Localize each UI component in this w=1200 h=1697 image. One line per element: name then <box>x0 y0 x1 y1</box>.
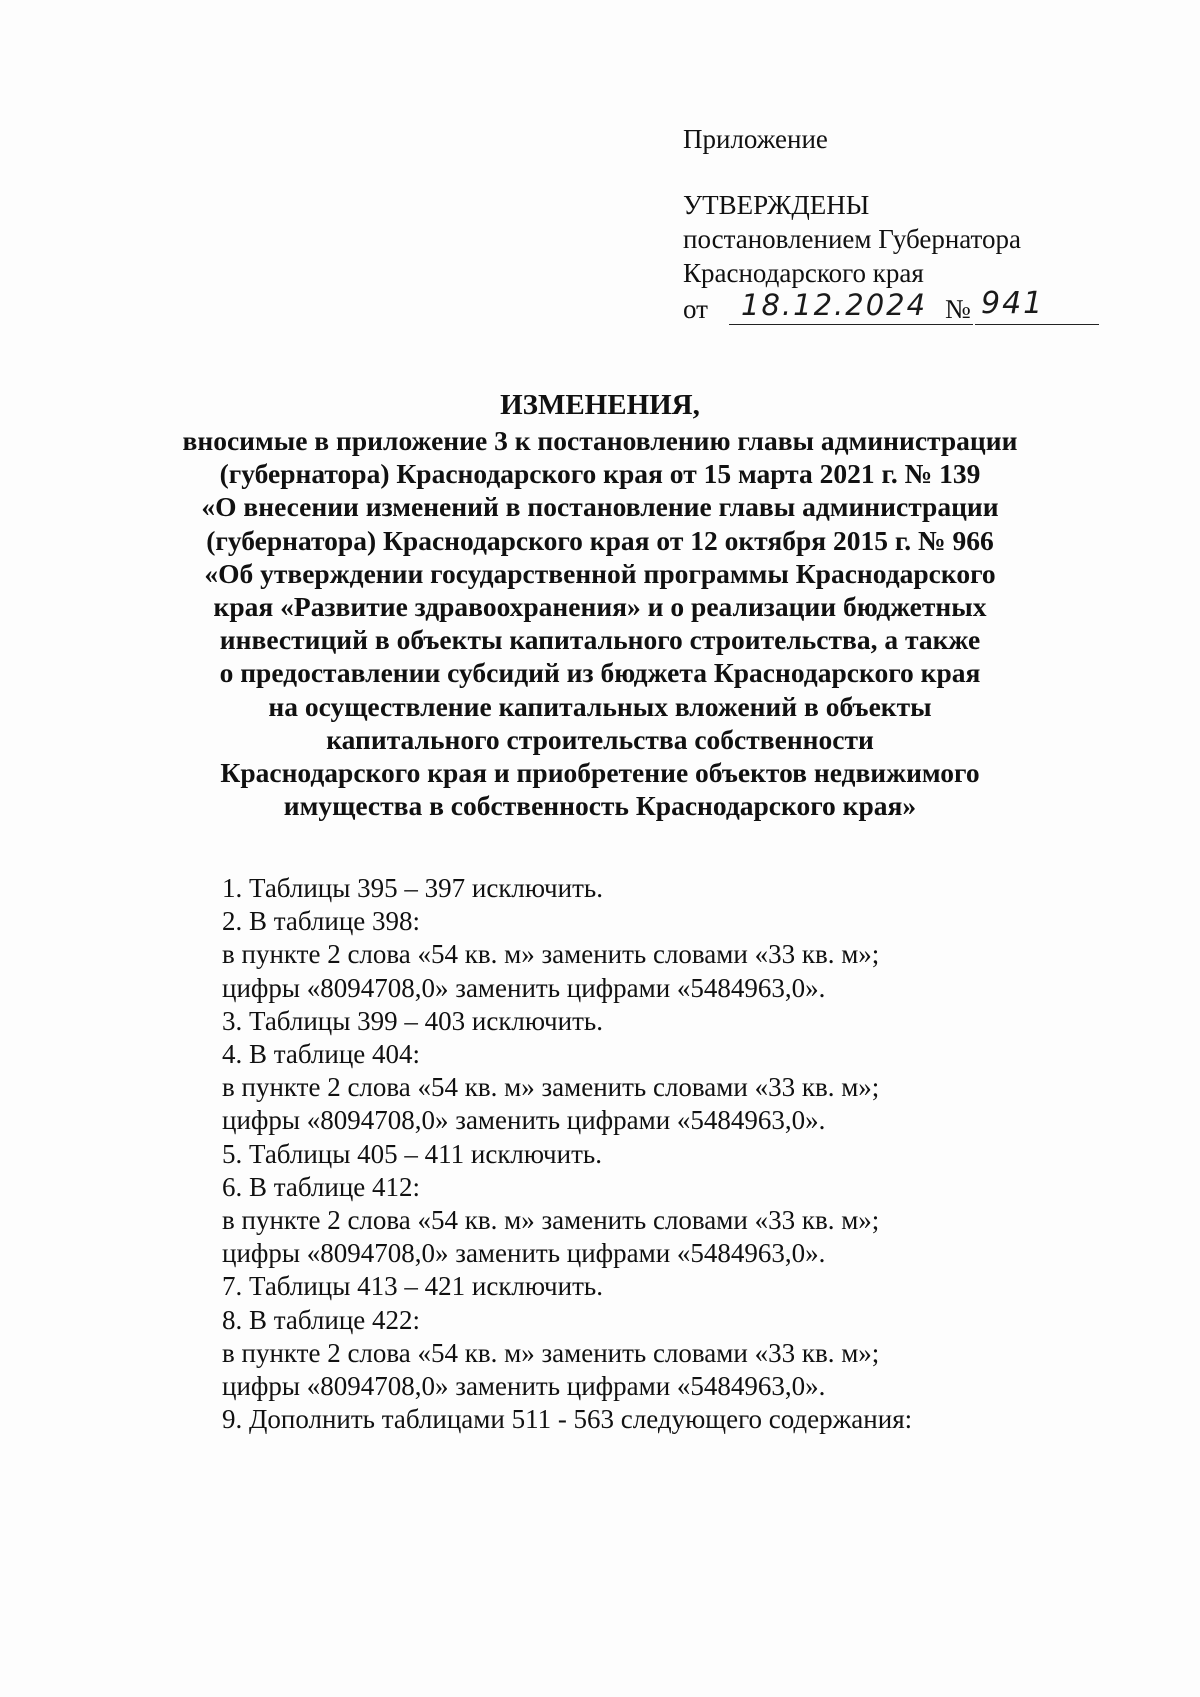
subtitle-line: вносимые в приложение 3 к постановлению главы администрации <box>182 425 1018 456</box>
appendix-label: Приложение <box>683 124 828 154</box>
date-underline <box>729 324 973 325</box>
subtitle-line: края «Развитие здравоохранения» и о реализации бюджетных <box>213 591 987 623</box>
list-item: 7. Таблицы 413 – 421 исключить. <box>222 1271 603 1302</box>
subtitle-line: (губернатора) Краснодарского края от 12 октября 2015 г. № 966 <box>206 524 994 556</box>
subtitle-line: на осуществление капитальных вложений в объекты <box>268 690 932 722</box>
region-line: Краснодарского края <box>683 258 924 288</box>
list-item: 3. Таблицы 399 – 403 исключить. <box>222 1005 603 1036</box>
subtitle-line: «О внесении изменений в постановление главы администрации <box>201 491 999 523</box>
list-item: 1. Таблицы 395 – 397 исключить. <box>222 873 603 903</box>
subtitle-line: Краснодарского края и приобретение объектов недвижимого <box>220 757 980 789</box>
list-item: 4. В таблице 404: <box>222 1039 421 1070</box>
list-item: цифры «8094708,0» заменить цифрами «5484963,0». <box>222 1105 826 1136</box>
approved-label: УТВЕРЖДЕНЫ <box>683 190 870 220</box>
list-item: в пункте 2 слова «54 кв. м» заменить словами «33 кв. м»; <box>222 1337 880 1368</box>
list-item: 8. В таблице 422: <box>222 1304 421 1335</box>
date-number-line <box>683 286 1103 330</box>
list-item: в пункте 2 слова «54 кв. м» заменить словами «33 кв. м»; <box>222 939 880 970</box>
subtitle-line: о предоставлении субсидий из бюджета Краснодарского края <box>219 657 981 689</box>
subtitle-line: имущества в собственность Краснодарского края» <box>283 790 917 822</box>
list-item: цифры «8094708,0» заменить цифрами «5484963,0». <box>222 1238 826 1269</box>
list-item: 5. Таблицы 405 – 411 исключить. <box>222 1138 602 1169</box>
list-item: в пункте 2 слова «54 кв. м» заменить словами «33 кв. м»; <box>222 1072 880 1103</box>
subtitle-line: «Об утверждении государственной программы Краснодарского <box>204 557 996 589</box>
from-label: от <box>683 294 708 324</box>
number-label: № <box>945 294 971 324</box>
decree-line: постановлением Губернатора <box>683 224 1021 254</box>
subtitle-line: инвестиций в объекты капитального строительства, а также <box>219 624 981 656</box>
subtitle-line: капитального строительства собственности <box>326 723 874 755</box>
list-item: 2. В таблице 398: <box>222 906 421 937</box>
amendments-list <box>222 872 1122 1436</box>
list-item: цифры «8094708,0» заменить цифрами «5484963,0». <box>222 972 826 1003</box>
subtitle-line: (губернатора) Краснодарского края от 15 марта 2021 г. № 139 <box>219 458 981 490</box>
list-item: цифры «8094708,0» заменить цифрами «5484963,0». <box>222 1371 826 1402</box>
document-subtitle <box>100 424 1100 822</box>
handwritten-date: 18.12.2024 <box>741 288 928 322</box>
list-item: 9. Дополнить таблицами 511 - 563 следующего содержания: <box>222 1404 913 1435</box>
list-item: 6. В таблице 412: <box>222 1171 421 1202</box>
number-underline <box>975 324 1099 325</box>
list-item: в пункте 2 слова «54 кв. м» заменить словами «33 кв. м»; <box>222 1205 880 1236</box>
handwritten-number: 941 <box>981 286 1045 321</box>
document-title: ИЗМЕНЕНИЯ, <box>500 389 700 421</box>
